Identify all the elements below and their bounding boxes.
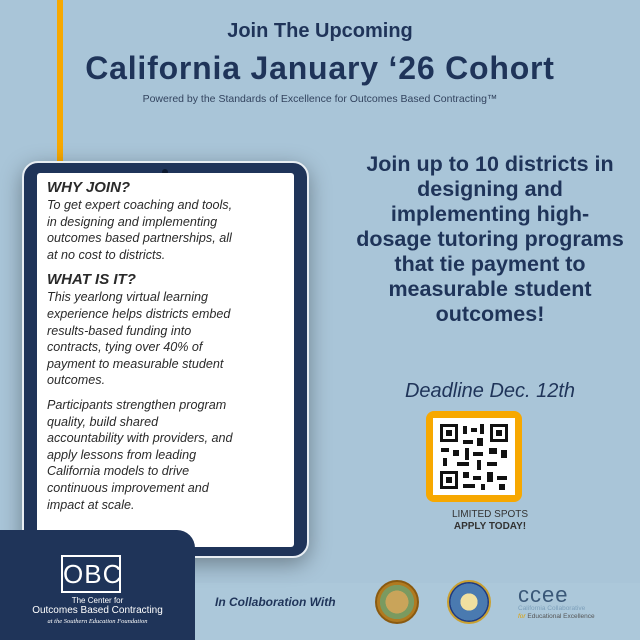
org-name: Outcomes Based Contracting: [32, 605, 163, 616]
text-line: apply lessons from leading: [47, 447, 197, 462]
deadline: Deadline Dec. 12th: [404, 380, 576, 402]
text-line: experience helps districts embed: [47, 306, 231, 321]
pitch-line: implementing high-: [390, 202, 590, 226]
qr-code[interactable]: [426, 411, 522, 502]
ccee-logo: ccee: [518, 582, 569, 607]
header-subtitle: Powered by the Standards of Excellence for Outcomes Based Contracting™: [142, 93, 498, 105]
org-parent: at the Southern Education Foundation: [47, 618, 148, 625]
california-state-seal-icon: [375, 580, 419, 624]
pitch-line: Join up to 10 districts in: [366, 152, 614, 176]
text-line: contracts, tying over 40% of: [47, 340, 203, 355]
text-line: impact at scale.: [47, 497, 135, 512]
pitch-line: designing and: [417, 177, 563, 201]
tablet-frame: [22, 161, 309, 558]
ccee-line-1: California Collaborative: [518, 605, 586, 612]
page-title: California January ‘26 Cohort: [85, 50, 555, 86]
pitch-line: outcomes!: [435, 302, 545, 326]
collaboration-label: In Collaboration With: [215, 595, 336, 609]
org-line-1: The Center for: [71, 596, 124, 605]
obc-logo-panel: [0, 530, 195, 640]
text-line: continuous improvement and: [47, 480, 209, 495]
obc-logo: OBC: [61, 555, 121, 593]
text-line: outcomes.: [47, 373, 106, 388]
limited-spots: LIMITED SPOTS: [451, 509, 529, 520]
text-line: results-based funding into: [47, 323, 192, 338]
why-join-heading: WHY JOIN?: [47, 179, 131, 196]
what-is-it-heading: WHAT IS IT?: [47, 271, 136, 289]
pitch-text: [330, 152, 640, 327]
text-line: California models to drive: [47, 464, 190, 479]
text-line: To get expert coaching and tools,: [47, 198, 233, 212]
text-line: outcomes based partnerships, all: [47, 231, 232, 246]
text-line: in designing and implementing: [47, 214, 218, 229]
what-is-it-text: [47, 289, 284, 389]
participants-text: [47, 397, 284, 513]
header-kicker: Join The Upcoming: [227, 20, 413, 42]
why-join-text: [47, 197, 284, 263]
text-line: accountability with providers, and: [47, 431, 233, 446]
text-line: payment to measurable student: [47, 356, 224, 371]
ccee-for: for: [518, 613, 526, 620]
california-department-of-education-seal-icon: [447, 580, 491, 624]
text-line: This yearlong virtual learning: [47, 290, 209, 305]
qr-code-icon: [433, 418, 515, 495]
ccee-line-2: [518, 613, 595, 620]
text-line: quality, build shared: [47, 414, 159, 429]
pitch-line: that tie payment to: [394, 252, 586, 276]
apply-today[interactable]: APPLY TODAY!: [453, 521, 527, 532]
text-line: at no cost to districts.: [47, 247, 166, 262]
pitch-line: dosage tutoring programs: [356, 227, 624, 251]
text-line: Participants strengthen program: [47, 397, 227, 412]
ccee-line-2-text: Educational Excellence: [527, 613, 595, 620]
pitch-line: measurable student: [388, 277, 592, 301]
tablet-screen: [37, 173, 294, 547]
